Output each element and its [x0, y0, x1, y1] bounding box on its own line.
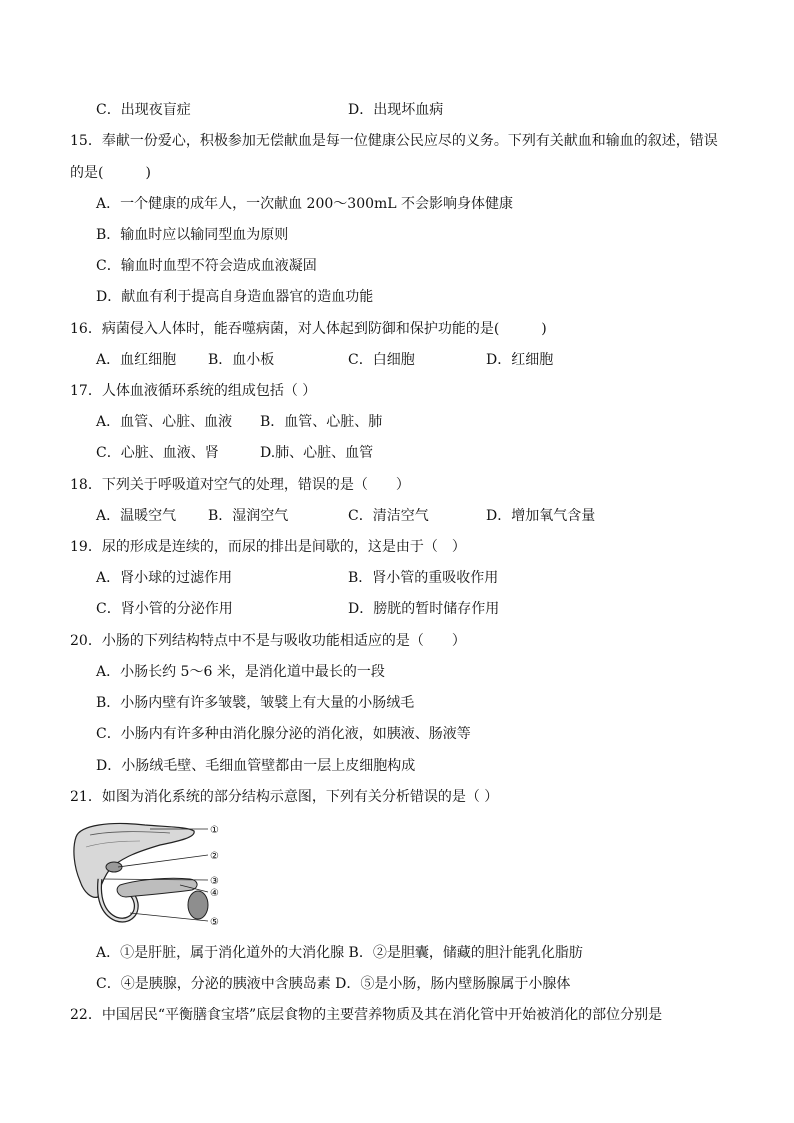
- digestive-system-figure: [70, 817, 230, 927]
- q19-stem: 19．尿的形成是连续的，而尿的排出是间歇的，这是由于（ ）: [70, 539, 466, 555]
- q15-option-d: D．献血有利于提高自身造血器官的造血功能: [96, 289, 374, 305]
- q19-option-a: A．肾小球的过滤作用: [96, 570, 233, 586]
- q17-option-c: C．心脏、血液、肾: [96, 445, 219, 461]
- q17-option-d: D.肺、心脏、血管: [260, 445, 374, 461]
- q15-stem-line-2: 的是( ): [70, 165, 151, 181]
- q15-option-a: A．一个健康的成年人，一次献血 200～300mL 不会影响身体健康: [96, 196, 514, 212]
- q20-option-a: A．小肠长约 5～6 米，是消化道中最长的一段: [96, 664, 385, 680]
- q17-option-a: A．血管、心脏、血液: [96, 414, 233, 430]
- q16-option-c: C．白细胞: [348, 352, 415, 368]
- q21-options-cd: C．④是胰腺，分泌的胰液中含胰岛素 D．⑤是小肠，肠内壁肠腺属于小腺体: [96, 976, 571, 992]
- q20-option-c: C．小肠内有许多种由消化腺分泌的消化液，如胰液、肠液等: [96, 726, 471, 742]
- q22-stem: 22．中国居民“平衡膳食宝塔”底层食物的主要营养物质及其在消化管中开始被消化的部位分别是: [70, 1007, 663, 1023]
- q15-option-c: C．输血时血型不符会造成血液凝固: [96, 258, 317, 274]
- q14-option-d: D．出现坏血病: [348, 102, 444, 118]
- pancreas-shape: [117, 878, 197, 897]
- q15-option-b: B．输血时应以输同型血为原则: [96, 227, 289, 243]
- q21-options-ab: A．①是肝脏，属于消化道外的大消化腺 B．②是胆囊，储藏的胆汁能乳化脂肪: [96, 945, 583, 961]
- figure-label-3: ③: [210, 876, 219, 887]
- figure-label-1: ①: [210, 825, 219, 836]
- q14-option-c: C．出现夜盲症: [96, 102, 191, 118]
- q16-option-d: D．红细胞: [486, 352, 554, 368]
- q15-stem-line-1: 15．奉献一份爱心，积极参加无偿献血是每一位健康公民应尽的义务。下列有关献血和输血的叙述，错误: [70, 133, 718, 149]
- figure-label-2: ②: [210, 851, 219, 862]
- q19-option-b: B．肾小管的重吸收作用: [348, 570, 499, 586]
- q16-stem: 16．病菌侵入人体时，能吞噬病菌，对人体起到防御和保护功能的是( ): [70, 321, 547, 337]
- q18-option-c: C．清洁空气: [348, 508, 429, 524]
- q20-option-d: D．小肠绒毛壁、毛细血管壁都由一层上皮细胞构成: [96, 758, 416, 774]
- q19-option-d: D．膀胱的暂时储存作用: [348, 601, 500, 617]
- q21-stem: 21．如图为消化系统的部分结构示意图，下列有关分析错误的是（ ）: [70, 789, 499, 805]
- q16-option-b: B．血小板: [208, 352, 275, 368]
- q17-stem: 17．人体血液循环系统的组成包括（ ）: [70, 383, 317, 399]
- q20-option-b: B．小肠内壁有许多皱襞，皱襞上有大量的小肠绒毛: [96, 695, 415, 711]
- figure-label-5: ⑤: [210, 917, 219, 927]
- q18-option-a: A．温暖空气: [96, 508, 177, 524]
- q18-stem: 18．下列关于呼吸道对空气的处理，错误的是（ ）: [70, 477, 410, 493]
- q18-option-d: D．增加氧气含量: [486, 508, 596, 524]
- q16-option-a: A．血红细胞: [96, 352, 177, 368]
- q19-option-c: C．肾小管的分泌作用: [96, 601, 233, 617]
- figure-label-4: ④: [210, 888, 219, 899]
- q18-option-b: B．湿润空气: [208, 508, 289, 524]
- q17-option-b: B．血管、心脏、肺: [260, 414, 383, 430]
- q20-stem: 20．小肠的下列结构特点中不是与吸收功能相适应的是（ ）: [70, 633, 466, 649]
